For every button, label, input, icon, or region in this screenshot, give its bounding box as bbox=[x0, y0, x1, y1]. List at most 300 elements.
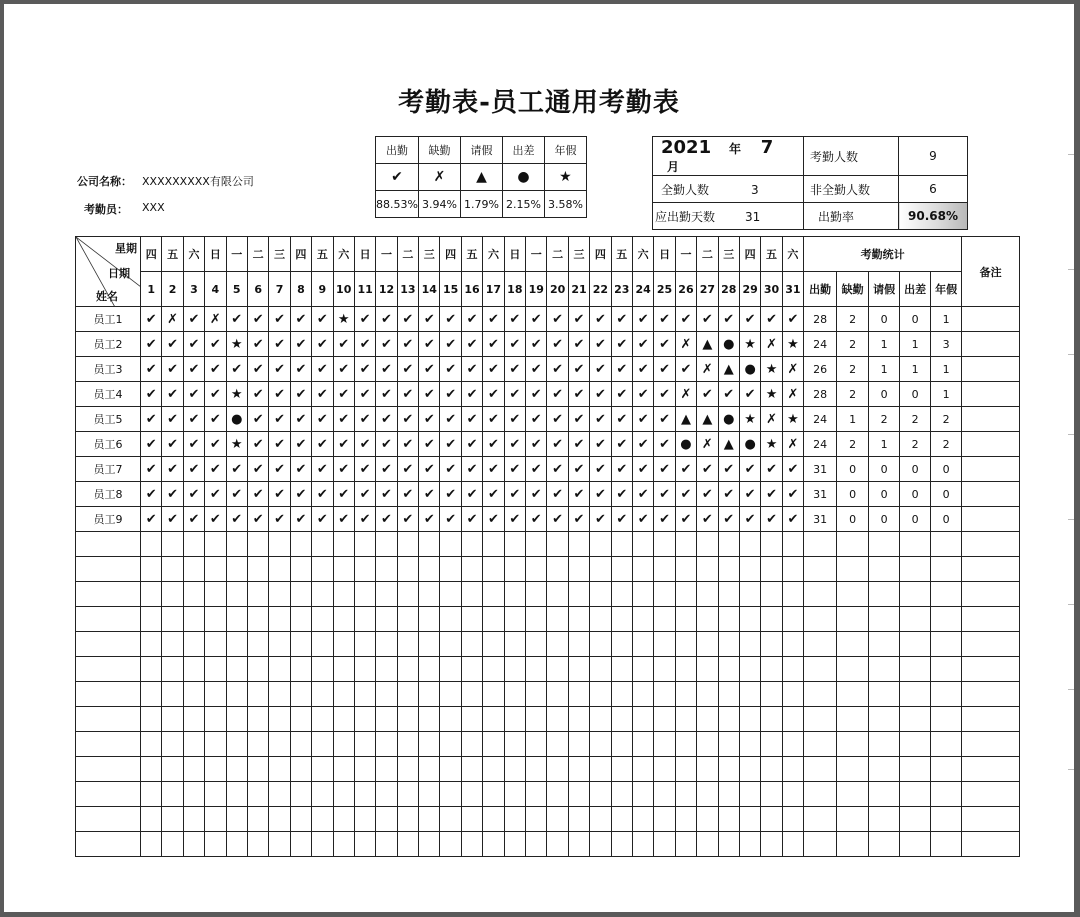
attendance-mark: ✔ bbox=[611, 382, 632, 407]
blank-cell bbox=[526, 832, 547, 857]
attendance-mark: ✔ bbox=[547, 457, 568, 482]
company-label: 公司名称： bbox=[77, 175, 132, 188]
stat-value: 1 bbox=[900, 357, 931, 382]
blank-cell bbox=[900, 632, 931, 657]
stat-value: 1 bbox=[931, 307, 962, 332]
attendance-mark: ✔ bbox=[568, 357, 589, 382]
blank-cell bbox=[354, 732, 375, 757]
blank-cell bbox=[354, 832, 375, 857]
blank-cell bbox=[804, 757, 837, 782]
blank-cell bbox=[440, 557, 461, 582]
weekday-header: 日 bbox=[205, 237, 226, 272]
blank-row bbox=[76, 807, 1020, 832]
attendance-mark: ✔ bbox=[461, 482, 482, 507]
blank-cell bbox=[804, 707, 837, 732]
edge-mark bbox=[1068, 689, 1074, 690]
attendance-mark: ✔ bbox=[611, 482, 632, 507]
attendance-mark: ✔ bbox=[526, 332, 547, 357]
blank-cell bbox=[440, 732, 461, 757]
blank-cell bbox=[483, 682, 504, 707]
employee-name: 员工2 bbox=[76, 332, 141, 357]
blank-cell bbox=[869, 657, 900, 682]
remark-cell bbox=[962, 382, 1020, 407]
attendance-mark: ✔ bbox=[590, 332, 611, 357]
blank-cell bbox=[739, 657, 760, 682]
weekday-header: 二 bbox=[397, 237, 418, 272]
blank-cell bbox=[761, 782, 782, 807]
attendance-mark: ✔ bbox=[354, 507, 375, 532]
blank-cell bbox=[697, 807, 718, 832]
stat-value: 0 bbox=[931, 507, 962, 532]
attendance-mark: ✔ bbox=[697, 507, 718, 532]
blank-cell bbox=[504, 557, 525, 582]
stat-value: 24 bbox=[804, 332, 837, 357]
attendance-mark: ✔ bbox=[761, 307, 782, 332]
attendance-mark: ▲ bbox=[718, 357, 739, 382]
blank-cell bbox=[804, 832, 837, 857]
blank-cell bbox=[247, 832, 268, 857]
blank-cell bbox=[761, 807, 782, 832]
blank-cell bbox=[247, 632, 268, 657]
attendance-mark: ✔ bbox=[632, 482, 653, 507]
attendance-mark: ✔ bbox=[290, 357, 311, 382]
attendance-mark: ✗ bbox=[162, 307, 183, 332]
weekday-header: 日 bbox=[654, 237, 675, 272]
date-header: 20 bbox=[547, 272, 568, 307]
blank-cell bbox=[590, 782, 611, 807]
attendance-mark: ✔ bbox=[354, 482, 375, 507]
corner-name-label: 姓名 bbox=[96, 290, 118, 303]
attendance-mark: ✗ bbox=[697, 432, 718, 457]
attendance-mark: ✔ bbox=[183, 332, 204, 357]
weekday-header: 一 bbox=[675, 237, 696, 272]
blank-row bbox=[76, 682, 1020, 707]
attendance-mark: ✔ bbox=[590, 482, 611, 507]
blank-cell bbox=[739, 832, 760, 857]
table-row bbox=[76, 407, 1020, 432]
blank-cell bbox=[611, 732, 632, 757]
blank-cell bbox=[611, 682, 632, 707]
blank-cell bbox=[226, 707, 247, 732]
blank-cell bbox=[837, 732, 869, 757]
remark-cell bbox=[962, 332, 1020, 357]
blank-cell bbox=[183, 782, 204, 807]
attendance-mark: ★ bbox=[761, 382, 782, 407]
stat-value: 0 bbox=[869, 307, 900, 332]
blank-cell bbox=[568, 807, 589, 832]
stats-header: 缺勤 bbox=[837, 272, 869, 307]
blank-cell bbox=[590, 557, 611, 582]
attendance-mark: ✔ bbox=[290, 457, 311, 482]
blank-cell bbox=[962, 782, 1020, 807]
blank-cell bbox=[590, 682, 611, 707]
attendance-mark: ✔ bbox=[205, 507, 226, 532]
blank-cell bbox=[376, 607, 397, 632]
blank-cell bbox=[461, 607, 482, 632]
attendance-mark: ★ bbox=[761, 357, 782, 382]
summary-table bbox=[652, 136, 968, 230]
blank-cell bbox=[718, 807, 739, 832]
blank-cell bbox=[419, 657, 440, 682]
legend-symbol: ★ bbox=[544, 164, 586, 191]
blank-cell bbox=[761, 557, 782, 582]
blank-cell bbox=[547, 832, 568, 857]
attendance-mark: ✔ bbox=[461, 307, 482, 332]
attendance-mark: ✔ bbox=[290, 432, 311, 457]
blank-cell bbox=[504, 682, 525, 707]
blank-cell bbox=[962, 757, 1020, 782]
weekday-header: 四 bbox=[590, 237, 611, 272]
blank-cell bbox=[547, 682, 568, 707]
blank-cell bbox=[461, 682, 482, 707]
attendance-mark: ✔ bbox=[568, 407, 589, 432]
table-row bbox=[76, 382, 1020, 407]
blank-cell bbox=[526, 707, 547, 732]
attendance-mark: ✔ bbox=[290, 307, 311, 332]
blank-cell bbox=[269, 657, 290, 682]
attendance-mark: ✔ bbox=[162, 457, 183, 482]
blank-cell bbox=[804, 582, 837, 607]
blank-cell bbox=[226, 582, 247, 607]
blank-cell bbox=[205, 582, 226, 607]
blank-cell bbox=[333, 757, 354, 782]
weekday-header: 三 bbox=[568, 237, 589, 272]
stat-value: 2 bbox=[869, 407, 900, 432]
stat-value: 2 bbox=[837, 432, 869, 457]
blank-cell bbox=[611, 532, 632, 557]
attendance-mark: ✔ bbox=[504, 307, 525, 332]
weekday-header: 二 bbox=[547, 237, 568, 272]
attendance-mark: ✔ bbox=[376, 407, 397, 432]
blank-cell bbox=[419, 832, 440, 857]
stats-header: 出勤 bbox=[804, 272, 837, 307]
stat-value: 0 bbox=[837, 507, 869, 532]
weekday-header: 五 bbox=[312, 237, 333, 272]
blank-cell bbox=[739, 707, 760, 732]
attendance-mark: ✗ bbox=[205, 307, 226, 332]
blank-cell bbox=[526, 682, 547, 707]
blank-cell bbox=[205, 557, 226, 582]
blank-cell bbox=[547, 657, 568, 682]
blank-cell bbox=[461, 707, 482, 732]
attendance-mark: ✔ bbox=[718, 457, 739, 482]
attendance-mark: ✔ bbox=[632, 307, 653, 332]
days-label: 应出勤天数 bbox=[655, 209, 716, 224]
date-header: 10 bbox=[333, 272, 354, 307]
year-value: 2021 bbox=[661, 137, 712, 158]
legend-percent: 3.94% bbox=[418, 191, 460, 218]
blank-cell bbox=[761, 682, 782, 707]
blank-cell bbox=[931, 582, 962, 607]
blank-cell bbox=[461, 557, 482, 582]
attendance-mark: ✔ bbox=[526, 407, 547, 432]
blank-cell bbox=[205, 657, 226, 682]
attendance-mark: ✔ bbox=[568, 482, 589, 507]
date-header: 14 bbox=[419, 272, 440, 307]
blank-cell bbox=[526, 757, 547, 782]
weekday-header: 一 bbox=[526, 237, 547, 272]
blank-cell bbox=[419, 807, 440, 832]
rate-value: 90.68% bbox=[899, 203, 968, 230]
blank-cell bbox=[419, 682, 440, 707]
legend-table bbox=[375, 136, 587, 218]
blank-cell bbox=[376, 707, 397, 732]
blank-row bbox=[76, 632, 1020, 657]
blank-cell bbox=[526, 607, 547, 632]
legend-label: 年假 bbox=[544, 137, 586, 164]
legend-label: 出差 bbox=[502, 137, 544, 164]
attendance-mark: ✔ bbox=[376, 382, 397, 407]
legend-label: 请假 bbox=[460, 137, 502, 164]
blank-cell bbox=[611, 557, 632, 582]
corner-date-label: 日期 bbox=[108, 267, 130, 280]
attendance-mark: ✔ bbox=[312, 307, 333, 332]
blank-cell bbox=[226, 782, 247, 807]
blank-cell bbox=[76, 782, 141, 807]
attendance-mark: ✔ bbox=[590, 382, 611, 407]
attendance-mark: ✔ bbox=[290, 407, 311, 432]
stat-value: 1 bbox=[900, 332, 931, 357]
blank-cell bbox=[290, 707, 311, 732]
blank-cell bbox=[247, 657, 268, 682]
attendance-mark: ✔ bbox=[141, 507, 162, 532]
attendance-mark: ✔ bbox=[526, 307, 547, 332]
attendance-mark: ✔ bbox=[290, 482, 311, 507]
weekday-header: 三 bbox=[419, 237, 440, 272]
blank-cell bbox=[782, 757, 803, 782]
weekday-header: 五 bbox=[611, 237, 632, 272]
blank-cell bbox=[504, 632, 525, 657]
date-header: 19 bbox=[526, 272, 547, 307]
blank-cell bbox=[205, 807, 226, 832]
blank-cell bbox=[718, 682, 739, 707]
full-value: 3 bbox=[751, 182, 759, 197]
blank-cell bbox=[718, 632, 739, 657]
blank-cell bbox=[962, 632, 1020, 657]
attendance-mark: ✔ bbox=[269, 332, 290, 357]
blank-cell bbox=[269, 832, 290, 857]
blank-cell bbox=[718, 607, 739, 632]
attendance-mark: ✔ bbox=[312, 357, 333, 382]
blank-cell bbox=[247, 757, 268, 782]
blank-cell bbox=[483, 757, 504, 782]
attendance-mark: ✔ bbox=[397, 382, 418, 407]
blank-cell bbox=[247, 807, 268, 832]
blank-cell bbox=[547, 632, 568, 657]
attendance-mark: ✔ bbox=[333, 432, 354, 457]
date-header: 31 bbox=[782, 272, 803, 307]
blank-cell bbox=[269, 632, 290, 657]
attendance-mark: ✔ bbox=[547, 482, 568, 507]
blank-cell bbox=[654, 582, 675, 607]
employee-name: 员工3 bbox=[76, 357, 141, 382]
blank-cell bbox=[675, 757, 696, 782]
attendance-mark: ✔ bbox=[269, 407, 290, 432]
blank-cell bbox=[547, 707, 568, 732]
edge-mark bbox=[1068, 604, 1074, 605]
blank-cell bbox=[312, 807, 333, 832]
blank-cell bbox=[354, 607, 375, 632]
blank-cell bbox=[962, 532, 1020, 557]
attendance-mark: ✔ bbox=[739, 507, 760, 532]
blank-cell bbox=[654, 757, 675, 782]
blank-cell bbox=[247, 682, 268, 707]
attendance-mark: ✔ bbox=[590, 507, 611, 532]
blank-cell bbox=[333, 632, 354, 657]
attendance-mark: ✔ bbox=[632, 507, 653, 532]
blank-cell bbox=[333, 782, 354, 807]
blank-cell bbox=[397, 682, 418, 707]
blank-cell bbox=[247, 557, 268, 582]
blank-cell bbox=[837, 582, 869, 607]
stats-title: 考勤统计 bbox=[804, 237, 962, 272]
attendance-mark: ✗ bbox=[675, 382, 696, 407]
blank-cell bbox=[376, 832, 397, 857]
blank-cell bbox=[483, 607, 504, 632]
blank-cell bbox=[141, 732, 162, 757]
attendance-mark: ✔ bbox=[697, 482, 718, 507]
blank-cell bbox=[440, 807, 461, 832]
blank-cell bbox=[312, 682, 333, 707]
blank-cell bbox=[226, 807, 247, 832]
clerk-label: 考勤员： bbox=[84, 203, 128, 216]
blank-cell bbox=[632, 532, 653, 557]
blank-cell bbox=[547, 757, 568, 782]
blank-cell bbox=[739, 807, 760, 832]
corner-week-label: 星期 bbox=[115, 242, 137, 255]
attendance-mark: ✔ bbox=[141, 357, 162, 382]
blank-cell bbox=[354, 682, 375, 707]
blank-row bbox=[76, 582, 1020, 607]
blank-cell bbox=[590, 632, 611, 657]
blank-cell bbox=[312, 607, 333, 632]
blank-cell bbox=[962, 657, 1020, 682]
blank-cell bbox=[804, 782, 837, 807]
attendance-mark: ✔ bbox=[526, 432, 547, 457]
remark-cell bbox=[962, 357, 1020, 382]
attendance-mark: ✔ bbox=[226, 507, 247, 532]
date-header: 26 bbox=[675, 272, 696, 307]
edge-mark bbox=[1068, 769, 1074, 770]
blank-cell bbox=[804, 657, 837, 682]
weekday-header: 四 bbox=[739, 237, 760, 272]
attendance-mark: ✔ bbox=[526, 457, 547, 482]
blank-cell bbox=[837, 707, 869, 732]
attendance-mark: ▲ bbox=[718, 432, 739, 457]
blank-cell bbox=[397, 532, 418, 557]
attendance-mark: ✔ bbox=[568, 307, 589, 332]
full-label: 全勤人数 bbox=[661, 182, 710, 197]
blank-cell bbox=[590, 807, 611, 832]
attendance-mark: ✔ bbox=[333, 457, 354, 482]
attendance-mark: ✔ bbox=[312, 482, 333, 507]
blank-cell bbox=[739, 732, 760, 757]
blank-cell bbox=[269, 582, 290, 607]
blank-cell bbox=[654, 632, 675, 657]
blank-cell bbox=[962, 832, 1020, 857]
attendance-mark: ✔ bbox=[632, 457, 653, 482]
blank-cell bbox=[782, 532, 803, 557]
blank-cell bbox=[141, 582, 162, 607]
blank-cell bbox=[632, 707, 653, 732]
blank-cell bbox=[900, 757, 931, 782]
blank-cell bbox=[782, 807, 803, 832]
blank-cell bbox=[440, 657, 461, 682]
blank-cell bbox=[900, 682, 931, 707]
blank-cell bbox=[76, 532, 141, 557]
blank-cell bbox=[675, 607, 696, 632]
attendance-mark: ✔ bbox=[547, 357, 568, 382]
attendance-mark: ● bbox=[739, 357, 760, 382]
blank-cell bbox=[675, 732, 696, 757]
stat-value: 1 bbox=[931, 382, 962, 407]
blank-cell bbox=[397, 782, 418, 807]
blank-cell bbox=[654, 682, 675, 707]
table-row bbox=[76, 432, 1020, 457]
date-header: 18 bbox=[504, 272, 525, 307]
blank-cell bbox=[837, 682, 869, 707]
stat-value: 2 bbox=[900, 407, 931, 432]
edge-mark bbox=[1068, 434, 1074, 435]
attendance-mark: ✔ bbox=[483, 357, 504, 382]
attendance-mark: ✔ bbox=[483, 457, 504, 482]
attendance-mark: ✔ bbox=[290, 382, 311, 407]
attendance-mark: ✔ bbox=[568, 432, 589, 457]
blank-cell bbox=[590, 757, 611, 782]
blank-cell bbox=[632, 607, 653, 632]
blank-cell bbox=[611, 807, 632, 832]
attendance-mark: ✔ bbox=[247, 507, 268, 532]
blank-cell bbox=[869, 582, 900, 607]
blank-cell bbox=[675, 532, 696, 557]
blank-cell bbox=[354, 807, 375, 832]
attendance-mark: ✔ bbox=[419, 407, 440, 432]
attendance-mark: ✔ bbox=[440, 432, 461, 457]
blank-cell bbox=[611, 632, 632, 657]
blank-cell bbox=[697, 757, 718, 782]
attendance-mark: ✔ bbox=[141, 432, 162, 457]
blank-cell bbox=[739, 632, 760, 657]
attendance-mark: ✔ bbox=[162, 432, 183, 457]
attendance-mark: ✔ bbox=[483, 507, 504, 532]
blank-cell bbox=[440, 607, 461, 632]
blank-cell bbox=[718, 532, 739, 557]
blank-cell bbox=[900, 657, 931, 682]
blank-cell bbox=[568, 657, 589, 682]
blank-cell bbox=[590, 732, 611, 757]
attendance-mark: ✔ bbox=[483, 307, 504, 332]
attendance-mark: ✔ bbox=[526, 357, 547, 382]
blank-cell bbox=[782, 582, 803, 607]
blank-cell bbox=[504, 807, 525, 832]
weekday-header: 四 bbox=[290, 237, 311, 272]
attendance-mark: ✔ bbox=[333, 482, 354, 507]
blank-cell bbox=[205, 732, 226, 757]
blank-cell bbox=[675, 807, 696, 832]
attendance-mark: ✔ bbox=[162, 507, 183, 532]
attendance-mark: ★ bbox=[226, 332, 247, 357]
date-header: 15 bbox=[440, 272, 461, 307]
blank-cell bbox=[675, 632, 696, 657]
date-header: 24 bbox=[632, 272, 653, 307]
attendance-mark: ✔ bbox=[504, 357, 525, 382]
blank-cell bbox=[837, 832, 869, 857]
blank-cell bbox=[526, 582, 547, 607]
blank-cell bbox=[568, 557, 589, 582]
blank-cell bbox=[869, 707, 900, 732]
attendance-mark: ● bbox=[739, 432, 760, 457]
blank-cell bbox=[504, 832, 525, 857]
